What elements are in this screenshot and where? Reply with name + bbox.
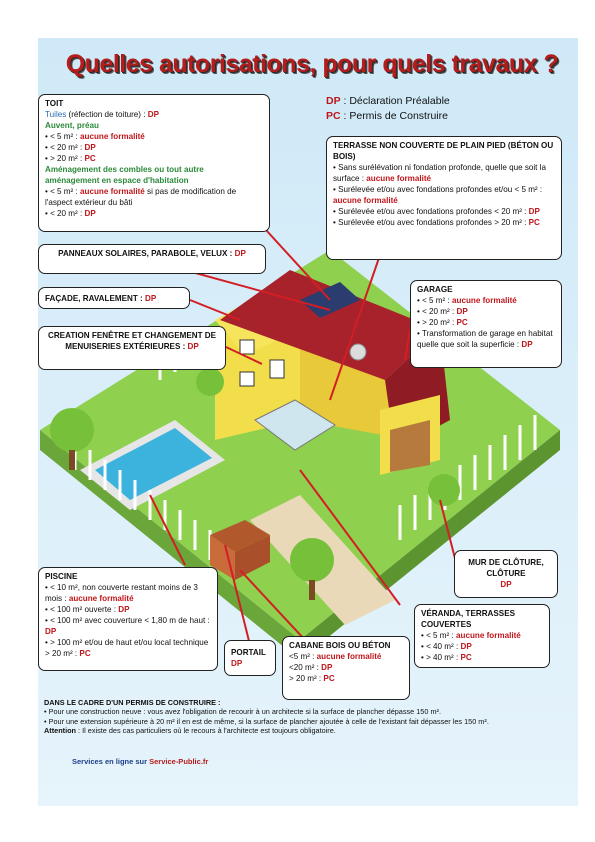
legend-pc-key: PC: [326, 110, 341, 122]
facade-text: FAÇADE, RAVALEMENT :: [45, 294, 145, 303]
services-prefix: Services en ligne sur: [72, 757, 150, 766]
garage-value: PC: [456, 318, 468, 327]
page-title: Quelles autorisations, pour quels travaux ?: [65, 50, 559, 78]
toit-auvent-value: aucune formalité: [80, 132, 145, 141]
tree: [50, 408, 94, 452]
footer-attention-label: Attention: [44, 726, 77, 736]
portail-value: DP: [231, 659, 243, 668]
piscine-value: aucune formalité: [68, 594, 134, 603]
cabane-line: <5 m² :: [289, 652, 317, 661]
piscine-line: • < 100 m² avec couverture < 1,80 m de haut :: [45, 616, 210, 625]
legend-pc-text: : Permis de Construire: [340, 110, 448, 122]
garage-value: DP: [456, 307, 468, 316]
cabane-value: aucune formalité: [316, 652, 382, 661]
box-garage: [410, 280, 562, 368]
toit-combles-value: DP: [84, 209, 96, 218]
satellite-dish: [350, 344, 366, 360]
veranda-value: aucune formalité: [456, 631, 521, 640]
cabane-value: PC: [323, 674, 335, 683]
legend-dp-key: DP: [326, 95, 341, 107]
toit-tuiles-value: DP: [147, 110, 159, 119]
toit-combles-note: si pas de modification de l'aspect extérieur du bâti: [45, 187, 237, 207]
toit-auvent-line: • < 5 m² :: [45, 132, 80, 141]
box-mur: [454, 550, 558, 598]
services-line: [72, 757, 208, 766]
toit-auvent-heading: Auvent, préau: [45, 121, 99, 130]
veranda-heading: VÉRANDA, TERRASSES COUVERTES: [421, 609, 515, 629]
veranda-line: • < 40 m² :: [421, 642, 461, 651]
cabane-line: > 20 m² :: [289, 674, 324, 683]
window: [270, 360, 284, 378]
garage-line: • Transformation de garage en habitat quelle que soit la superficie :: [417, 329, 553, 349]
garage-heading: GARAGE: [417, 285, 453, 294]
piscine-value: DP: [45, 627, 57, 636]
terrasse-line: • Surélevée et/ou avec fondations profondes et/ou < 5 m² :: [333, 185, 543, 194]
tree: [290, 538, 334, 582]
piscine-value: DP: [118, 605, 130, 614]
panneaux-value: DP: [234, 249, 246, 258]
box-piscine: [38, 567, 218, 671]
toit-auvent-line: • < 20 m² :: [45, 143, 85, 152]
garage-line: • > 20 m² :: [417, 318, 457, 327]
veranda-value: PC: [460, 653, 472, 662]
terrasse-line: • Surélevée et/ou avec fondations profondes > 20 m² :: [333, 218, 529, 227]
footer-line-1: • Pour une construction neuve : vous avez l'obligation de recourir à un architecte si la surface de plancher dépasse 150 m².: [44, 707, 441, 717]
toit-combles-value: aucune formalité: [80, 187, 145, 196]
terrasse-line: • Sans surélévation ni fondation profonde, quelle que soit la surface :: [333, 163, 546, 183]
legend: [326, 94, 450, 124]
legend-dp-text: : Déclaration Préalable: [340, 95, 450, 107]
box-panneaux: [38, 244, 266, 274]
toit-tuiles-label: Tuiles: [45, 110, 67, 119]
mur-value: DP: [500, 580, 512, 589]
footer-attention-text: : Il existe des cas particuliers où le recours à l'architecte est toujours obligatoire.: [76, 726, 336, 736]
garage-value: aucune formalité: [452, 296, 517, 305]
terrasse-value: DP: [528, 207, 540, 216]
box-terrasse: [326, 136, 562, 260]
terrasse-value: PC: [528, 218, 540, 227]
box-facade: [38, 287, 190, 309]
footer-notes: [44, 698, 564, 736]
toit-tuiles-text: (réfection de toiture) :: [66, 110, 148, 119]
garage-line: • < 20 m² :: [417, 307, 457, 316]
toit-combles-heading-2: aménagement en espace d'habitation: [45, 176, 189, 185]
toit-combles-line: • < 5 m² :: [45, 187, 80, 196]
toit-combles-line: • < 20 m² :: [45, 209, 85, 218]
toit-auvent-value: DP: [84, 143, 96, 152]
veranda-value: DP: [460, 642, 472, 651]
cabane-value: DP: [321, 663, 333, 672]
terrasse-value: aucune formalité: [333, 196, 398, 205]
piscine-line: • > 100 m² et/ou de haut et/ou local technique > 20 m² :: [45, 638, 209, 658]
piscine-line: • < 10 m², non couverte restant moins de 3 mois :: [45, 583, 198, 603]
fenetre-value: DP: [187, 342, 199, 351]
window: [240, 340, 254, 354]
toit-auvent-value: PC: [84, 154, 96, 163]
terrasse-line: • Surélevée et/ou avec fondations profondes < 20 m² :: [333, 207, 529, 216]
panneaux-text: PANNEAUX SOLAIRES, PARABOLE, VELUX :: [58, 249, 235, 258]
footer-heading: DANS LE CADRE D'UN PERMIS DE CONSTRUIRE :: [44, 698, 221, 707]
toit-combles-heading-1: Aménagement des combles ou tout autre: [45, 165, 204, 174]
terrasse-value: aucune formalité: [366, 174, 432, 183]
box-cabane: [282, 636, 410, 700]
tree: [428, 474, 460, 506]
box-portail: [224, 640, 276, 676]
mur-text: MUR DE CLÔTURE, CLÔTURE: [468, 558, 544, 578]
piscine-value: PC: [79, 649, 91, 658]
services-site: Service-Public.fr: [149, 757, 209, 766]
terrasse-heading: TERRASSE NON COUVERTE DE PLAIN PIED (BÉTON OU BOIS): [333, 141, 554, 161]
piscine-heading: PISCINE: [45, 572, 78, 581]
veranda-line: • > 40 m² :: [421, 653, 461, 662]
cabane-heading: CABANE BOIS OU BÉTON: [289, 641, 391, 650]
veranda-line: • < 5 m² :: [421, 631, 456, 640]
toit-auvent-line: • > 20 m² :: [45, 154, 85, 163]
box-fenetre: [38, 326, 226, 370]
toit-heading: TOIT: [45, 99, 64, 108]
window: [240, 372, 254, 386]
box-veranda: [414, 604, 550, 668]
garage-line: • < 5 m² :: [417, 296, 452, 305]
tree: [196, 368, 224, 396]
facade-value: DP: [144, 294, 157, 303]
portail-text: PORTAIL: [231, 648, 266, 657]
box-toit: [38, 94, 270, 232]
cabane-line: <20 m² :: [289, 663, 322, 672]
garage-value: DP: [521, 340, 533, 349]
fenetre-text: CREATION FENÊTRE ET CHANGEMENT DE MENUISERIES EXTÉRIEURES :: [47, 331, 217, 351]
piscine-line: • < 100 m² ouverte :: [45, 605, 119, 614]
footer-line-2: • Pour une extension supérieure à 20 m² il en est de même, si la surface de plancher ajoutée à celle de l'existant fait dépasser les 150 m².: [44, 716, 489, 726]
